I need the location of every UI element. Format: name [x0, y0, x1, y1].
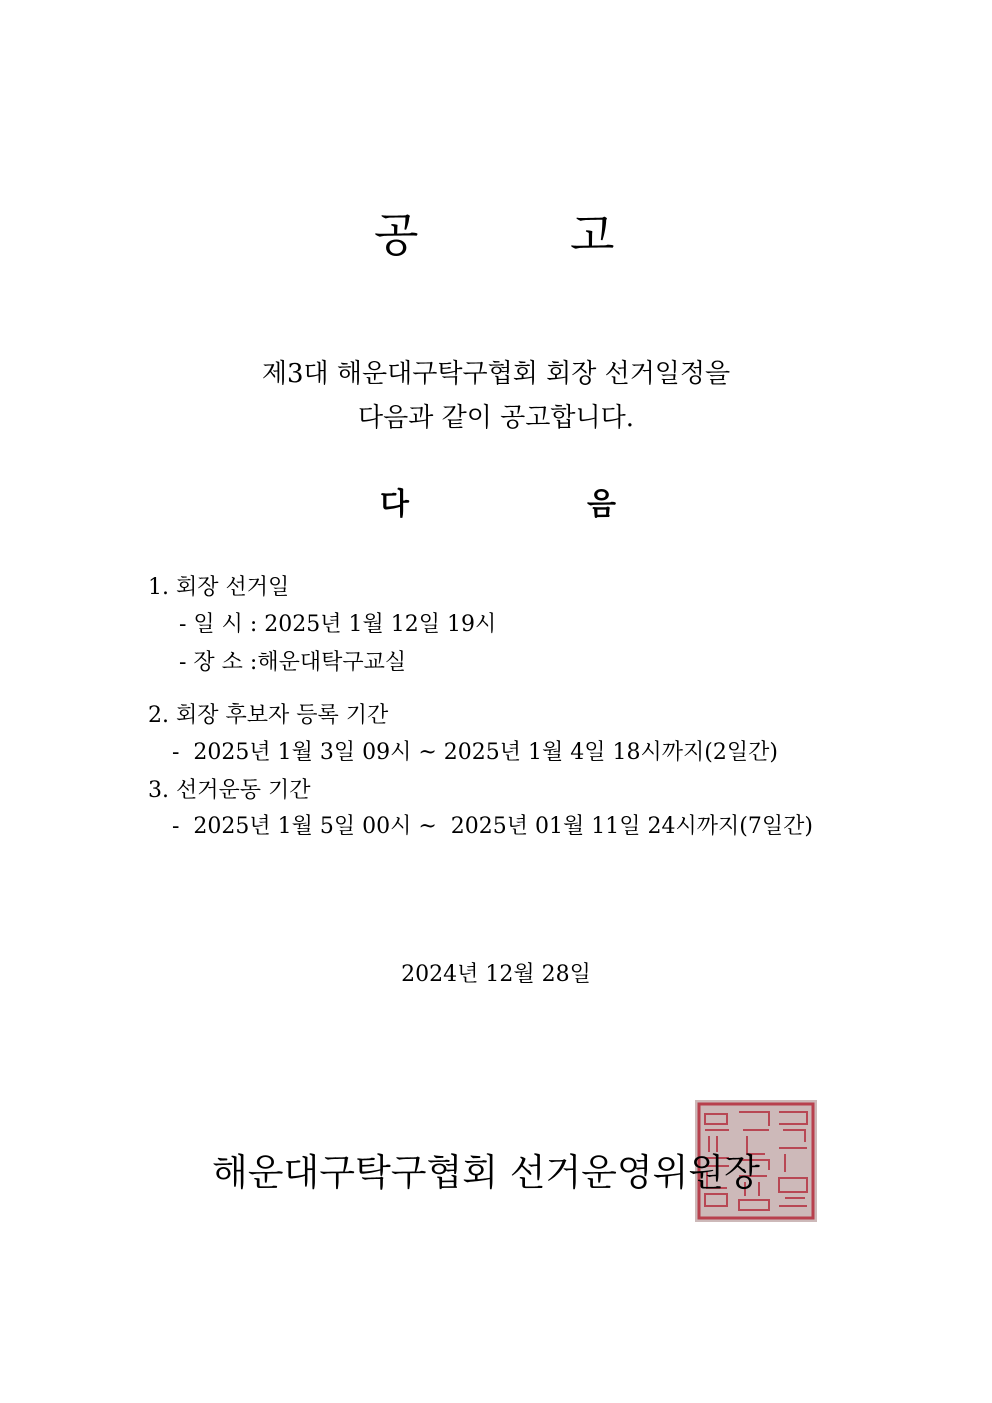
item-1-place: - 장 소 :해운대탁구교실	[165, 650, 407, 675]
item-1-datetime: - 일 시 : 2025년 1월 12일 19시	[165, 612, 497, 637]
notice-title-char-2: 고	[570, 208, 615, 262]
signature-line: 해운대구탁구협회 선거운영위원장	[212, 1151, 760, 1194]
item-3-period: - 2025년 1월 5일 00시 ~ 2025년 01월 11일 24시까지(7일간)	[165, 814, 813, 839]
item-3-heading: 3. 선거운동 기간	[148, 778, 311, 803]
notice-title-char-1: 공	[374, 208, 419, 262]
section-heading-char-1: 다	[380, 487, 409, 522]
intro-line-1: 제3대 해운대구탁구협회 회장 선거일정을	[261, 359, 731, 389]
announcement-date: 2024년 12월 28일	[401, 962, 591, 987]
intro-line-2: 다음과 같이 공고합니다.	[358, 403, 634, 433]
item-1-heading: 1. 회장 선거일	[148, 575, 290, 600]
section-heading-char-2: 음	[587, 487, 616, 522]
item-2-heading: 2. 회장 후보자 등록 기간	[148, 703, 389, 728]
item-2-period: - 2025년 1월 3일 09시 ~ 2025년 1월 4일 18시까지(2일간)	[165, 740, 778, 765]
